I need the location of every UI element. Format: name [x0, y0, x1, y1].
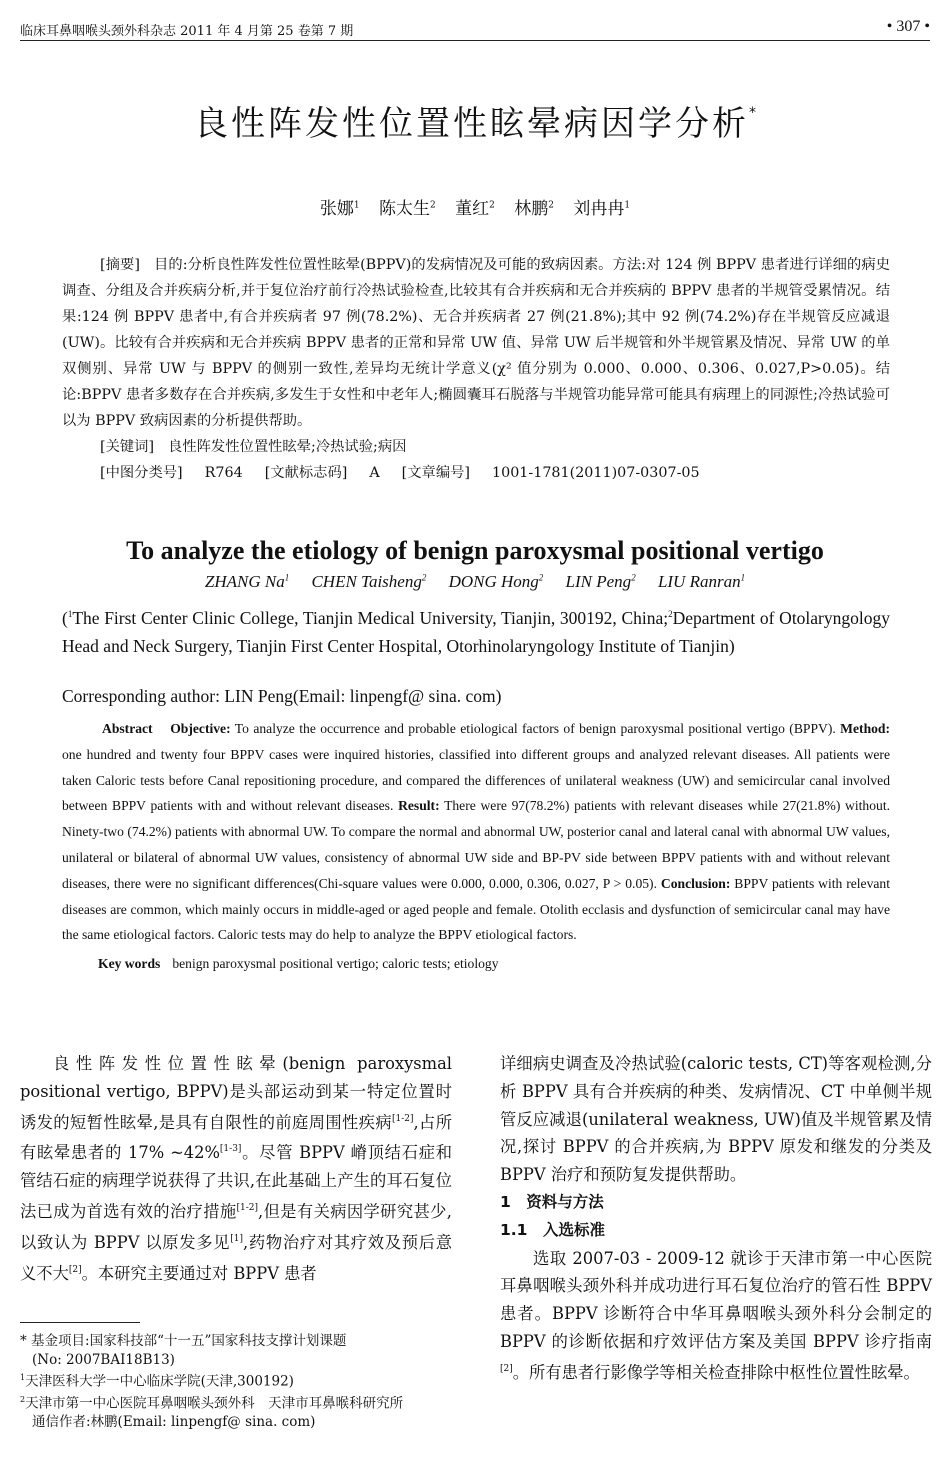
author-en: CHEN Taisheng$^2$ [311, 572, 427, 591]
article-title [0, 96, 950, 145]
abstract-en-body: Abstract Objective: To analyze the occurrence and probable etiological factors of benign paroxysmal positional vertigo (BPPV). Method: one hundred and twenty four BPPV cases were inquired histories, classified into different groups and analyzed relevant diseases. All patients were taken Caloric tests before Canal repositioning procedure, and compared the differences of unilateral weakness (UW) and semicircular canal involved between BPPV patients with and without relevant diseases. Result: There were 97(78.2%) patients with relevant diseases while 27(21.8%) without. Ninety-two (74.2%) patients with abnormal UW. To compare the normal and abnormal UW, posterior canal and lateral canal with abnormal UW values, unilateral or bilateral of abnormal UW values, consistency of abnormal UW side and BP-PV side between BPPV patients with and without relevant diseases, there were no significant differences(Chi-square values were 0.000, 0.000, 0.306, 0.027, P > 0.05). Conclusion: BPPV patients with relevant diseases are common, which mainly occurs in middle-aged or aged people and female. Otolith ecclasis and dysfunction of semicircular canal may have the same etiological factors. Caloric tests may do help to analyze the BPPV etiological factors. [62, 721, 891, 943]
title-mark: * [749, 105, 756, 121]
fund-note: * 基金项目:国家科技部“十一五”国家科技支撑计划课题 [20, 1333, 347, 1349]
author: 陈太生$^2$ [378, 199, 436, 219]
author-en: LIN Peng$^2$ [565, 572, 636, 591]
author-en: ZHANG Na$^1$ [204, 572, 290, 591]
abstract-en [62, 716, 890, 977]
contact-note: 通信作者:林鹏(Email: linpengf@ sina. com) [32, 1414, 316, 1430]
running-header [20, 18, 930, 41]
keywords-en-label: Key words [98, 956, 161, 972]
subsection-heading: 1.1 入选标准 [500, 1220, 605, 1239]
section-heading: 1 资料与方法 [500, 1192, 604, 1211]
keywords-en-text: benign paroxysmal positional vertigo; caloric tests; etiology [172, 956, 499, 972]
author: 刘冉冉$^1$ [573, 199, 631, 219]
body-column-left [20, 1050, 452, 1287]
author-list-en [0, 572, 950, 592]
abstract-cn [62, 252, 890, 486]
abstract-cn-body [62, 252, 890, 434]
english-title: To analyze the etiology of benign paroxysmal positional vertigo [126, 536, 824, 565]
author-en: DONG Hong$^2$ [448, 572, 544, 591]
author-en: LIU Ranran$^1$ [657, 572, 746, 591]
article-no-label: [文章编号] [401, 465, 471, 481]
affiliation-note: $^2$天津市第一中心医院耳鼻咽喉头颈外科 天津市耳鼻喉科研究所 [20, 1395, 404, 1412]
fund-number: (No: 2007BAI18B13) [32, 1351, 175, 1368]
keywords-cn [62, 434, 890, 460]
title-text: 良性阵发性位置性眩晕病因学分析 [194, 104, 749, 144]
corresponding-author: Corresponding author: LIN Peng(Email: linpengf@ sina. com) [62, 686, 502, 706]
clc-value: R764 [204, 465, 243, 481]
footnote-divider [20, 1322, 140, 1323]
doc-code-value: A [369, 465, 380, 481]
footnotes [20, 1332, 460, 1432]
inclusion-paragraph: 选取 2007-03 - 2009-12 就诊于天津市第一中心医院耳鼻咽喉头颈外科并成功进行耳石复位治疗的管石性 BPPV 患者。BPPV 诊断符合中华耳鼻咽喉头颈外科分会制定的 BPPV 的诊断依据和疗效评估方案及美国 BPPV 诊疗指南[2]。所有患者行影像学等相关检查排除中枢性位置性眩晕。 [500, 1248, 932, 1382]
doc-code-label: [文献标志码] [264, 465, 348, 481]
abstract-cn-label: [摘要] [100, 257, 140, 273]
author-list-cn [0, 194, 950, 219]
affiliation-en: ($^1$The First Center Clinic College, Tianjin Medical University, Tianjin, 300192, China;$^2$Department of Otolaryngology Head and Neck Surgery, Tianjin First Center Hospital, Otorhinolaryngology Institute of Tianjin) [62, 607, 890, 657]
body-column-right [500, 1050, 932, 1387]
author: 张娜$^1$ [319, 199, 360, 219]
classification-row [62, 460, 890, 486]
keywords-cn-label: [关键词] [100, 439, 155, 455]
clc-label: [中图分类号] [100, 465, 183, 481]
page-number: • 307 • [886, 18, 930, 35]
intro-paragraph: 良性阵发性位置性眩晕(benign paroxysmal positional vertigo, BPPV)是头部运动到某一特定位置时诱发的短暂性眩晕,是具有自限性的前庭周围性疾病[1-2],占所有眩晕患者的 17% ~42%[1-3]。尽管 BPPV 嵴顶结石症和管结石症的病理学说获得了共识,在此基础上产生的耳石复位法已成为首选有效的治疗措施[1-2],但是有关病因学研究甚少,以致认为 BPPV 以原发多见[1],药物治疗对其疗效及预后意义不大[2]。本研究主要通过对 BPPV 患者 [20, 1054, 453, 1283]
intro-continuation: 详细病史调查及冷热试验(caloric tests, CT)等客观检测,分析 BPPV 具有合并疾病的种类、发病情况、CT 中单侧半规管反应减退(unilateral weakness, UW)值及半规管累及情况,探讨 BPPV 的合并疾病,为 BPPV 原发和继发的分类及 BPPV 治疗和预防复发提供帮助。 [500, 1054, 932, 1185]
keywords-en [62, 951, 890, 977]
affiliation-note: $^1$天津医科大学一中心临床学院(天津,300192) [20, 1373, 294, 1390]
author: 林鹏$^2$ [514, 199, 554, 219]
article-no-value: 1001-1781(2011)07-0307-05 [492, 465, 700, 481]
author: 董红$^2$ [455, 199, 495, 219]
journal-name: 临床耳鼻咽喉头颈外科杂志 2011 年 4 月第 25 卷第 7 期 [20, 24, 354, 39]
abstract-en-label: Abstract [102, 721, 153, 736]
abstract-cn-text: 目的:分析良性阵发性位置性眩晕(BPPV)的发病情况及可能的致病因素。方法:对 124 例 BPPV 患者进行详细的病史调查、分组及合并疾病分析,并于复位治疗前行冷热试验检查,比较其有合并疾病和无合并疾病的 BPPV 患者的半规管受累情况。结果:124 例 BPPV 患者中,有合并疾病者 97 例(78.2%)、无合并疾病者 27 例(21.8%);其中 92 例(74.2%)存在半规管反应减退(UW)。比较有合并疾病和无合并疾病 BPPV 患者的正常和异常 UW 值、异常 UW 后半规管和外半规管累及情况、异常 UW 的单双侧别、异常 UW 与 BPPV 的侧别一致性,差异均无统计学意义(χ² 值分别为 0.000、0.000、0.306、0.027,P>0.05)。结论:BPPV 患者多数存在合并疾病,多发生于女性和中老年人;椭圆囊耳石脱落与半规管功能异常可能具有病理上的同源性;冷热试验可以为 BPPV 致病因素的分析提供帮助。 [62, 257, 890, 429]
keywords-cn-text: 良性阵发性位置性眩晕;冷热试验;病因 [168, 439, 407, 455]
